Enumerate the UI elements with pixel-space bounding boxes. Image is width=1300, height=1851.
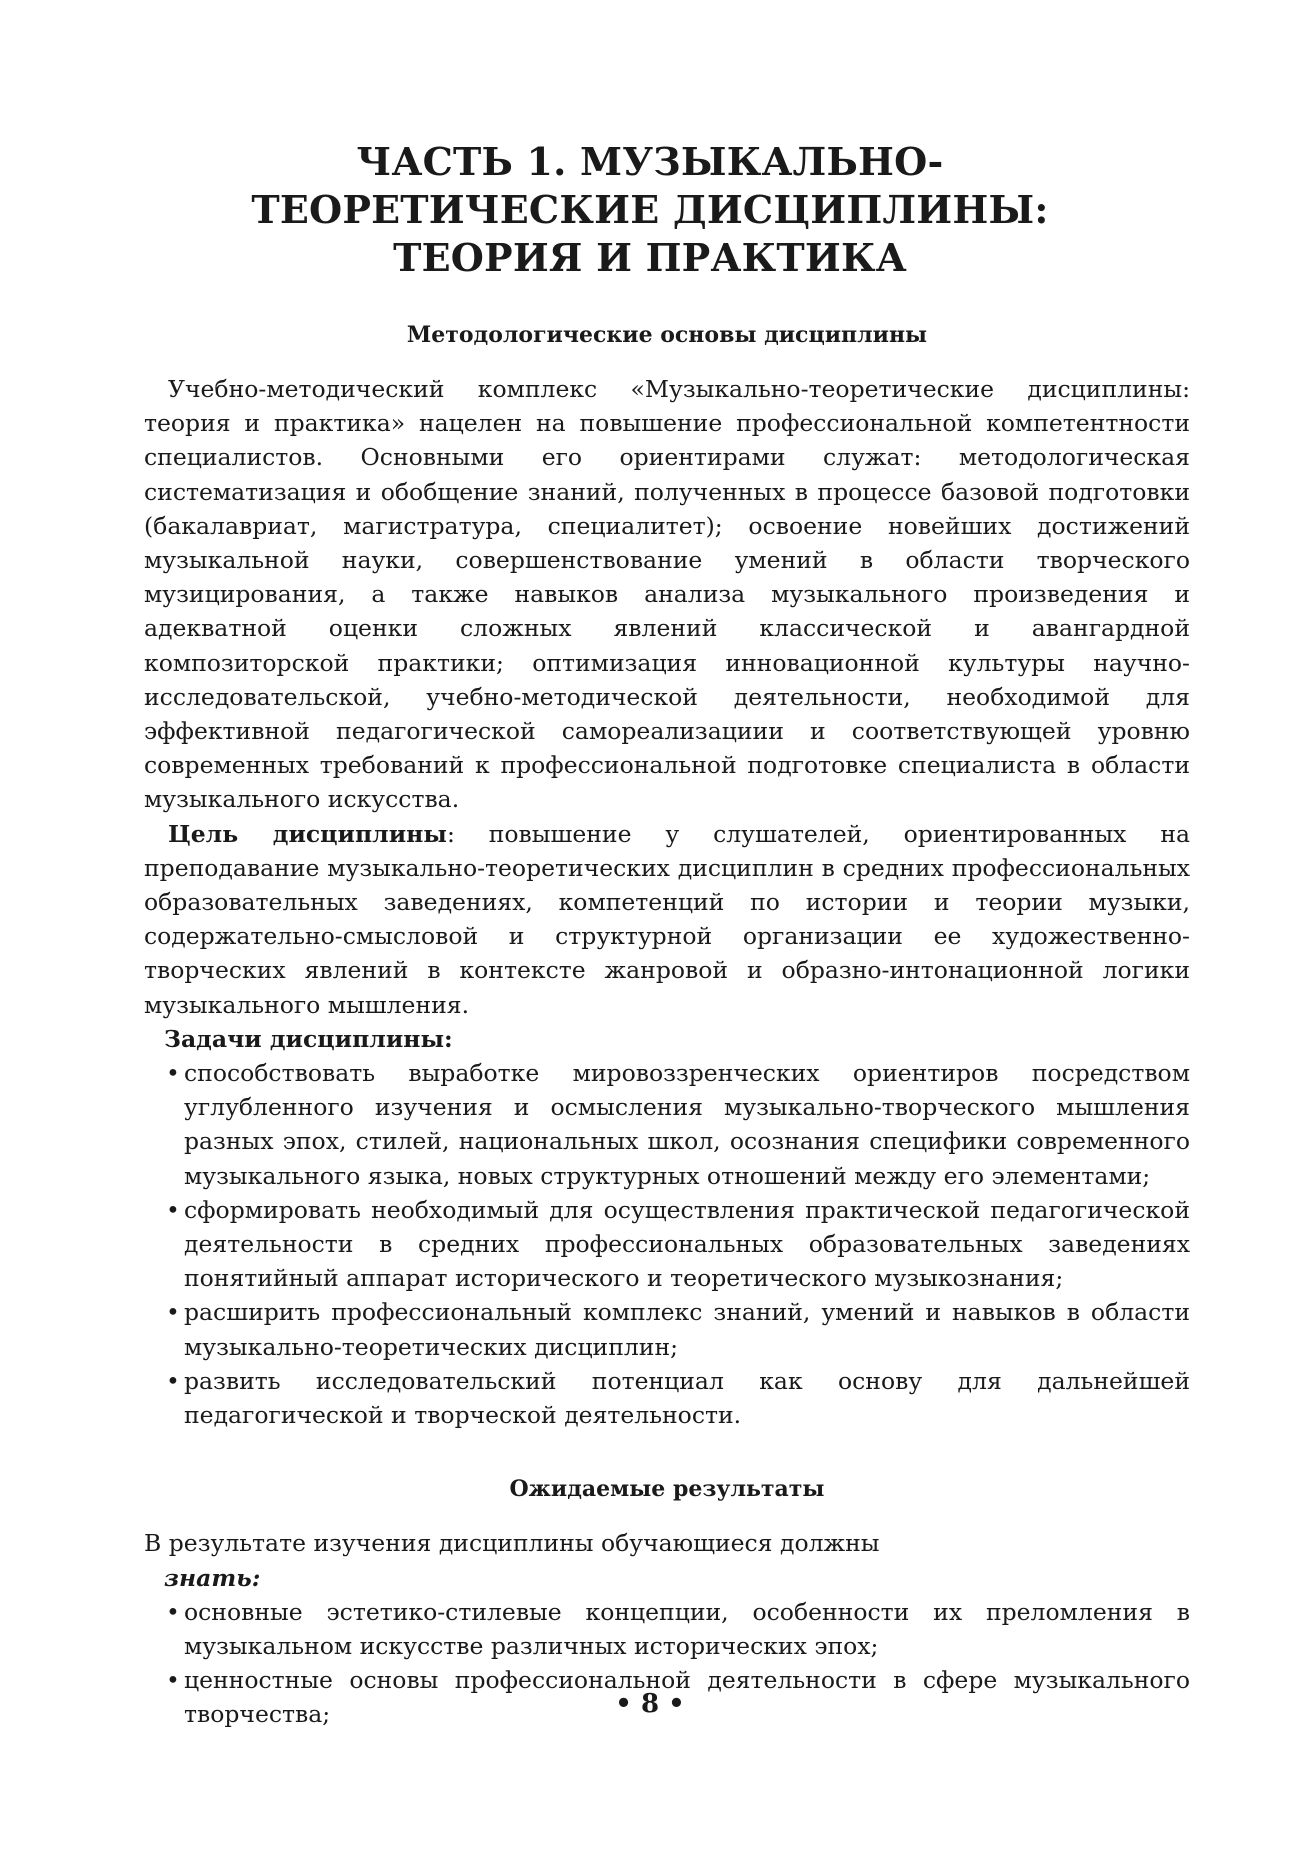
know-text: ценностные основы профессиональной деятельности в сфере музыкального творчества;: [184, 1666, 1190, 1729]
goal-paragraph: [144, 817, 1190, 1022]
page-content: [144, 318, 1190, 1732]
methodology-heading: Методологические основы дисциплины: [406, 322, 928, 348]
list-item: [166, 1295, 1190, 1363]
goal-text: : повышение у слушателей, ориентированных на преподавание музыкально-теоретических дисциплин в средних профессиональных образовательных заведениях, компетенций по истории и теории музыки, содержательно-смысловой и структурной организации ее художественно-творческих явлений в контексте жанровой и образно-интонационной логики музыкального мышления.: [144, 819, 1190, 1019]
bullet-icon: •: [166, 1597, 180, 1626]
goal-label: Цель дисциплины: [168, 819, 447, 848]
task-text: сформировать необходимый для осуществления практической педагогической деятельности в средних профессиональных образовательных заведениях понятийный аппарат исторического и теоретического музыкознания;: [184, 1195, 1190, 1293]
tasks-list: [144, 1056, 1190, 1432]
list-item: [166, 1193, 1190, 1296]
list-item: [166, 1595, 1190, 1663]
tasks-heading: Задачи дисциплины:: [164, 1024, 453, 1053]
section-spacer: [144, 1432, 1190, 1472]
list-item: [166, 1364, 1190, 1432]
bullet-icon: •: [166, 1195, 180, 1224]
results-heading: Ожидаемые результаты: [509, 1476, 825, 1503]
bullet-icon: •: [166, 1298, 180, 1327]
know-label: знать:: [164, 1563, 261, 1592]
intro-paragraph: Учебно-методический комплекс «Музыкально-теоретические дисциплины: теория и практика» нацелен на повышение профессиональной компетентности специалистов. Основными его ориентирами служат: методологическая систематизация и обобщение знаний, полученных в процессе базовой подготовки (бакалавриат, магистратура, специалитет); освоение новейших достижений музыкальной науки, совершенствование умений в области творческого музицирования, а также навыков анализа музыкального произведения и адекватной оценки сложных явлений классической и авангардной композиторской практики; оптимизация инновационной культуры научно-исследовательской, учебно-методической деятельности, необходимой для эффективной педагогической самореализациии и соответствующей уровню современных требований к профессиональной подготовке специалиста в области музыкального искусства.: [144, 375, 1190, 814]
bullet-icon: •: [166, 1059, 180, 1088]
bullet-icon: •: [166, 1366, 180, 1395]
page-number: • 8 •: [615, 1689, 685, 1719]
task-text: способствовать выработке мировоззренческих ориентиров посредством углубленного изучения и осмысления музыкально-творческого мышления разных эпох, стилей, национальных школ, осознания специфики современного музыкального языка, новых структурных отношений между его элементами;: [184, 1059, 1190, 1190]
task-text: расширить профессиональный комплекс знаний, умений и навыков в области музыкально-теоретических дисциплин;: [184, 1298, 1190, 1361]
task-text: развить исследовательский потенциал как основу для дальнейшей педагогической и творческой деятельности.: [184, 1366, 1190, 1430]
part-title: ЧАСТЬ 1. МУЗЫКАЛЬНО-ТЕОРЕТИЧЕСКИЕ ДИСЦИПЛИНЫ: ТЕОРИЯ И ПРАКТИКА: [251, 139, 1049, 280]
list-item: [166, 1056, 1190, 1193]
results-intro: В результате изучения дисциплины обучающиеся должны: [144, 1529, 880, 1558]
know-text: основные эстетико-стилевые концепции, особенности их преломления в музыкальном искусстве различных исторических эпох;: [184, 1597, 1190, 1660]
bullet-icon: •: [166, 1666, 180, 1695]
